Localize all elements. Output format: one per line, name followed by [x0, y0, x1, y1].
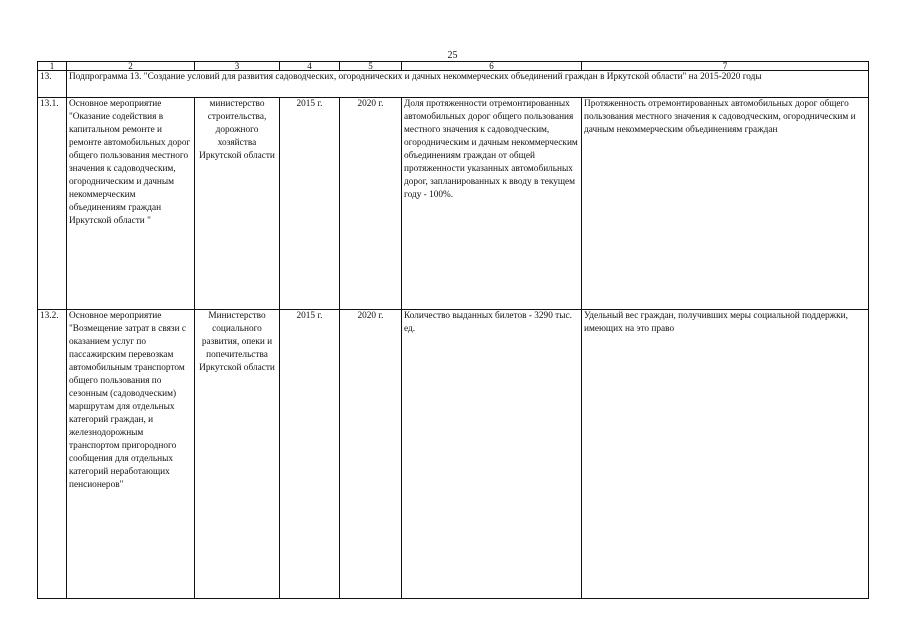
subprogram-row	[38, 71, 869, 98]
activity-cell: Основное мероприятие "Оказание содействия в капитальном ремонте и ремонте автомобильных дорог общего пользования местного значения к садоводческим, огородническим и дачным некоммерческим объединениям граждан Иркутской области "	[67, 98, 195, 310]
table-row	[38, 98, 869, 310]
executor-cell: Министерство социального развития, опеки и попечительства Иркутской области	[195, 310, 280, 599]
table-row	[38, 310, 869, 599]
column-number-row	[38, 62, 869, 71]
start-year-cell: 2015 г.	[280, 310, 340, 599]
executor-cell: министерство строительства, дорожного хозяйства Иркутской области	[195, 98, 280, 310]
subprogram-title: Подпрограмма 13. "Создание условий для развития садоводческих, огороднических и дачных некоммерческих объединений граждан в Иркутской области" на 2015-2020 годы	[67, 71, 869, 98]
column-number: 1	[38, 62, 67, 71]
column-number: 3	[195, 62, 280, 71]
column-number: 7	[582, 62, 869, 71]
result-cell: Количество выданных билетов - 3290 тыс. ед.	[402, 310, 582, 599]
program-table	[37, 61, 869, 599]
row-number: 13.2.	[38, 310, 67, 599]
column-number: 4	[280, 62, 340, 71]
activity-cell: Основное мероприятие "Возмещение затрат в связи с оказанием услуг по пассажирским перевозкам автомобильным транспортом общего пользования по сезонным (садоводческим) маршрутам для отдельных категорий граждан, и железнодорожным транспортом пригородного сообщения для отдельных категорий неработающих пенсионеров"	[67, 310, 195, 599]
column-number: 2	[67, 62, 195, 71]
subprogram-number: 13.	[38, 71, 67, 98]
column-number: 6	[402, 62, 582, 71]
end-year-cell: 2020 г.	[340, 310, 402, 599]
column-number: 5	[340, 62, 402, 71]
end-year-cell: 2020 г.	[340, 98, 402, 310]
start-year-cell: 2015 г.	[280, 98, 340, 310]
result-cell: Доля протяженности отремонтированных автомобильных дорог общего пользования местного значения к садоводческим, огородническим и дачным некоммерческим объединениям граждан от общей протяженности указанных автомобильных дорог, запланированных к вводу в текущем году - 100%.	[402, 98, 582, 310]
row-number: 13.1.	[38, 98, 67, 310]
indicator-cell: Протяженность отремонтированных автомобильных дорог общего пользования местного значения к садоводческим, огородническим и дачным некоммерческим объединениям граждан	[582, 98, 869, 310]
indicator-cell: Удельный вес граждан, получивших меры социальной поддержки, имеющих на это право	[582, 310, 869, 599]
page-number: 25	[447, 50, 458, 61]
